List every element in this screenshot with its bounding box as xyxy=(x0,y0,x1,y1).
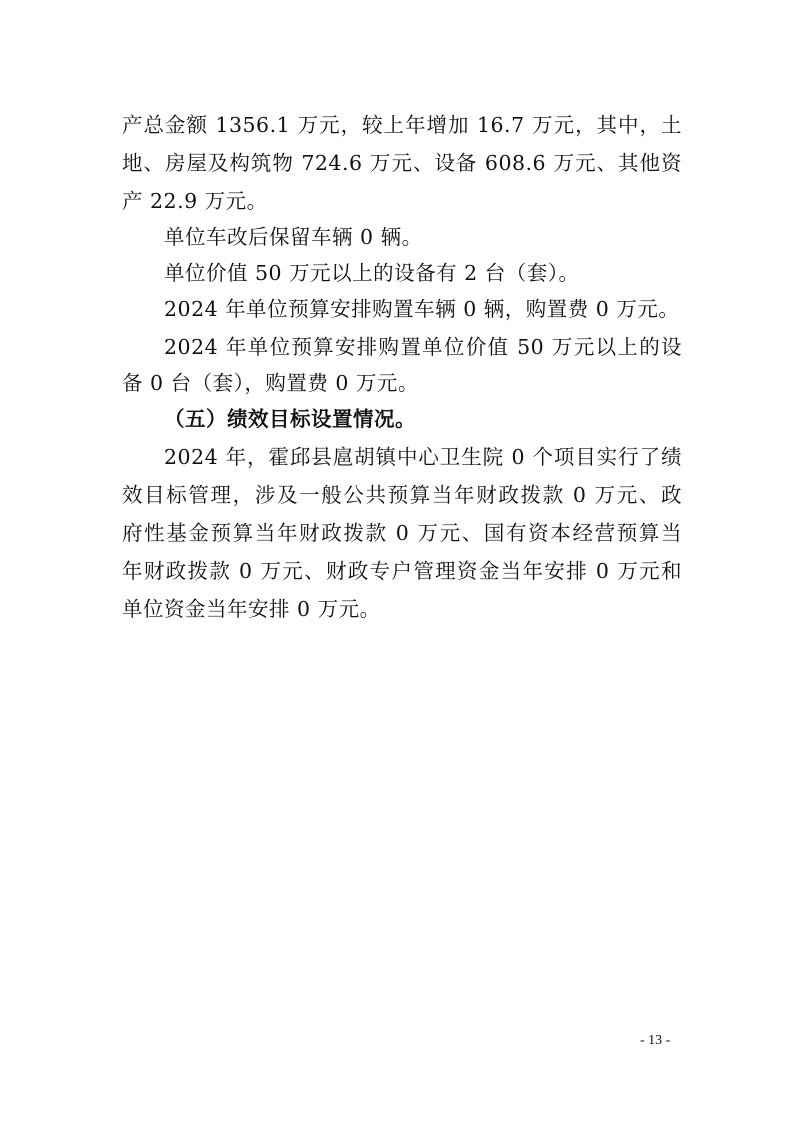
paragraph-line-13: 年财政拨款 0 万元、财政专户管理资金当年安排 0 万元和 xyxy=(122,559,682,583)
paragraph-line-6: 2024 年单位预算安排购置车辆 0 辆，购置费 0 万元。 xyxy=(164,297,680,321)
paragraph-line-3: 产 22.9 万元。 xyxy=(122,189,268,213)
paragraph-line-10: 2024 年，霍邱县扈胡镇中心卫生院 0 个项目实行了绩 xyxy=(164,445,682,469)
paragraph-line-2: 地、房屋及构筑物 724.6 万元、设备 608.6 万元、其他资 xyxy=(122,151,682,175)
paragraph-line-12: 府性基金预算当年财政拨款 0 万元、国有资本经营预算当 xyxy=(122,521,682,545)
paragraph-line-11: 效目标管理，涉及一般公共预算当年财政拨款 0 万元、政 xyxy=(122,483,682,507)
paragraph-line-4: 单位车改后保留车辆 0 辆。 xyxy=(164,225,423,249)
paragraph-line-5: 单位价值 50 万元以上的设备有 2 台（套）。 xyxy=(164,261,580,285)
paragraph-line-7: 2024 年单位预算安排购置单位价值 50 万元以上的设 xyxy=(164,335,682,359)
paragraph-line-8: 备 0 台（套），购置费 0 万元。 xyxy=(122,371,419,395)
paragraph-line-14: 单位资金当年安排 0 万元。 xyxy=(122,597,381,621)
section-heading: （五）绩效目标设置情况。 xyxy=(164,407,416,431)
page-number: - 13 - xyxy=(640,1033,671,1048)
paragraph-line-1: 产总金额 1356.1 万元，较上年增加 16.7 万元，其中，土 xyxy=(122,113,682,137)
